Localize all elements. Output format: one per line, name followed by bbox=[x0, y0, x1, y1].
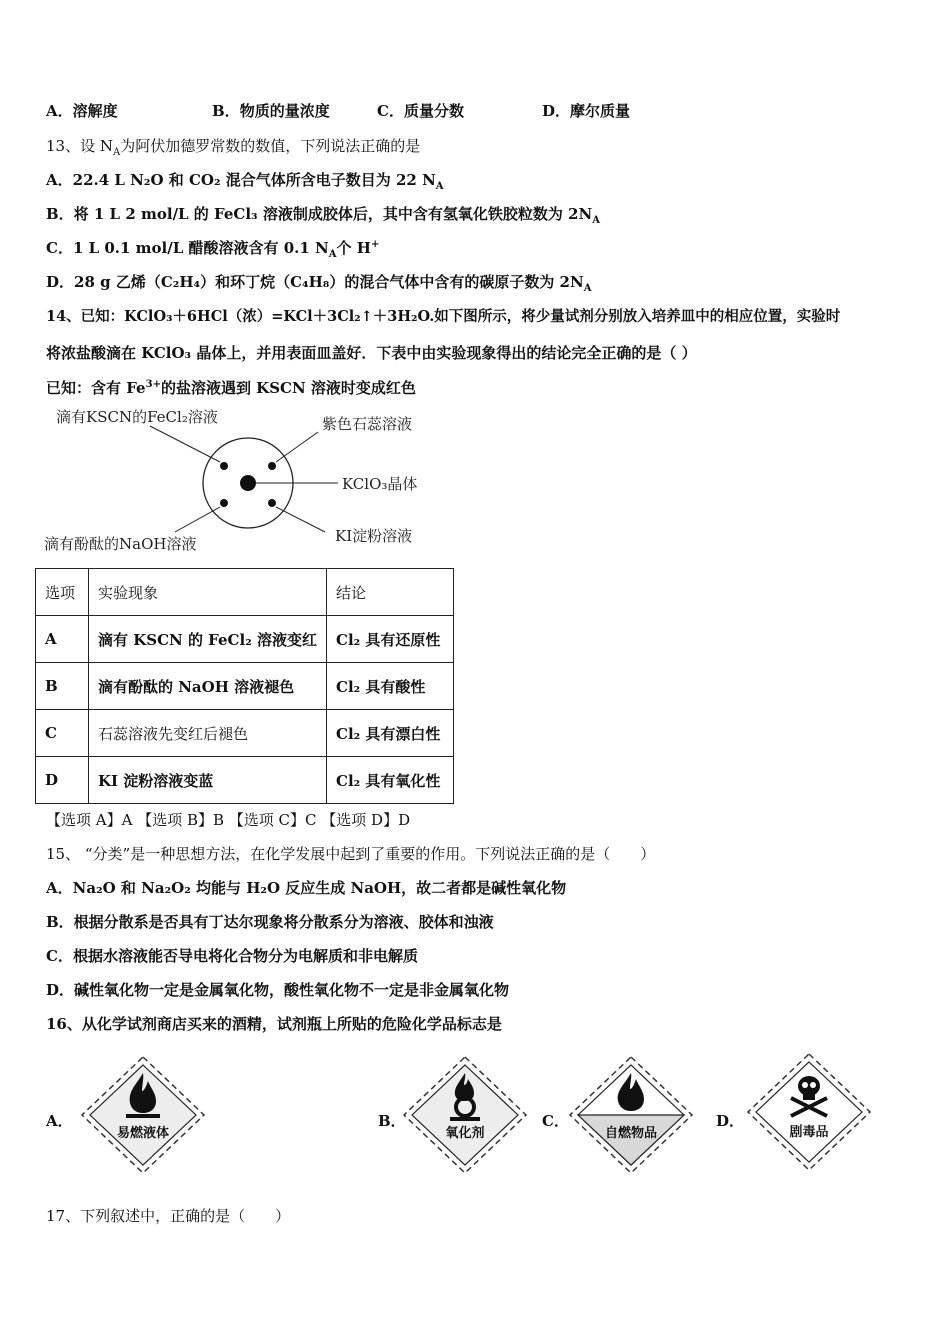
option-letter: B． bbox=[212, 102, 240, 120]
table-cell-phenomenon: 滴有酚酞的 NaOH 溶液褪色 bbox=[89, 663, 327, 710]
q13-option-d bbox=[46, 272, 591, 292]
q17-stem: 17、下列叙述中，正确的是（ ） bbox=[46, 1207, 291, 1225]
q13-a-sub: A bbox=[435, 181, 444, 192]
q13-b-sub: A bbox=[592, 215, 600, 226]
q13-c-sub: A bbox=[328, 249, 337, 260]
flammable-liquid-sign bbox=[80, 1055, 206, 1175]
table-cell-phenomenon: 滴有 KSCN 的 FeCl₂ 溶液变红 bbox=[89, 616, 327, 663]
table-header-row bbox=[36, 569, 454, 616]
q14-line2: 将浓盐酸滴在 KClO₃ 晶体上，并用表面皿盖好．下表中由实验现象得出的结论完全正确的是（ ） bbox=[46, 344, 697, 362]
q13-a-text: A．22.4 L N₂O 和 CO₂ 混合气体所含电子数目为 22 N bbox=[46, 171, 436, 189]
q13-c-sup: + bbox=[370, 239, 380, 250]
table-header-cell: 选项 bbox=[36, 569, 89, 616]
table-row bbox=[36, 757, 454, 804]
dot-top-left bbox=[220, 462, 228, 470]
label-kscn-fecl2: 滴有KSCN的FeCl₂溶液 bbox=[56, 408, 218, 426]
option-text: 质量分数 bbox=[403, 102, 464, 120]
q12-option-d bbox=[542, 101, 630, 121]
label-naoh-phenolphthalein: 滴有酚酞的NaOH溶液 bbox=[44, 535, 197, 553]
q16-option-a-letter: A． bbox=[46, 1112, 73, 1130]
dot-bottom-right bbox=[268, 499, 276, 507]
oxidizer-sign bbox=[402, 1055, 528, 1175]
q13-stem-sub: A bbox=[112, 147, 121, 158]
option-letter: A． bbox=[46, 102, 73, 120]
sign-text: 剧毒品 bbox=[789, 1125, 829, 1140]
table-cell-option: C bbox=[36, 710, 89, 757]
q16-stem: 16、从化学试剂商店买来的酒精，试剂瓶上所贴的危险化学品标志是 bbox=[46, 1015, 502, 1033]
table-row bbox=[36, 616, 454, 663]
table-cell-conclusion: Cl₂ 具有酸性 bbox=[327, 663, 454, 710]
q14-answer-options: 【选项 A】A 【选项 B】B 【选项 C】C 【选项 D】D bbox=[46, 811, 411, 829]
table-cell-option: D bbox=[36, 757, 89, 804]
table-cell-phenomenon: KI 淀粉溶液变蓝 bbox=[89, 757, 327, 804]
q14-known-pre: 已知：含有 Fe bbox=[46, 379, 146, 397]
q15-option-d: D．碱性氧化物一定是金属氧化物，酸性氧化物不一定是非金属氧化物 bbox=[46, 981, 510, 999]
q14-known-sup: 3+ bbox=[145, 379, 161, 390]
q16-option-c-letter: C． bbox=[542, 1112, 569, 1130]
q12-option-c bbox=[377, 101, 464, 121]
table-row bbox=[36, 710, 454, 757]
center-dot bbox=[240, 475, 256, 491]
q16-option-b-letter: B． bbox=[378, 1112, 406, 1130]
table-cell-option: B bbox=[36, 663, 89, 710]
q13-b-text: B．将 1 L 2 mol/L 的 FeCl₃ 溶液制成胶体后，其中含有氢氧化铁胶粒数为 2N bbox=[46, 205, 593, 223]
q13-stem bbox=[46, 136, 420, 156]
sign-text: 氧化剂 bbox=[445, 1126, 485, 1141]
q13-c-tail: 个 H bbox=[336, 239, 371, 257]
q12-options bbox=[46, 101, 746, 121]
label-litmus: 紫色石蕊溶液 bbox=[322, 415, 413, 433]
q12-option-b bbox=[212, 101, 330, 121]
q16-option-d-letter: D． bbox=[716, 1112, 745, 1130]
table-cell-conclusion: Cl₂ 具有还原性 bbox=[327, 616, 454, 663]
q13-c-text: C．1 L 0.1 mol/L 醋酸溶液含有 0.1 N bbox=[46, 239, 329, 257]
table-row bbox=[36, 663, 454, 710]
q15-option-b: B．根据分散系是否具有丁达尔现象将分散系分为溶液、胶体和浊液 bbox=[46, 913, 494, 931]
dot-top-right bbox=[268, 462, 276, 470]
table-cell-conclusion: Cl₂ 具有漂白性 bbox=[327, 710, 454, 757]
sign-text: 自燃物品 bbox=[604, 1126, 658, 1141]
q13-option-a bbox=[46, 170, 444, 190]
option-text: 溶解度 bbox=[72, 102, 118, 120]
q12-option-a bbox=[46, 101, 118, 121]
table-cell-option: A bbox=[36, 616, 89, 663]
dot-bottom-left bbox=[220, 499, 228, 507]
option-letter: D． bbox=[542, 102, 571, 120]
q15-stem: 15、 “分类”是一种思想方法，在化学发展中起到了重要的作用。下列说法正确的是（ ） bbox=[46, 845, 656, 863]
q13-stem-tail: 为阿伏加德罗常数的数值，下列说法正确的是 bbox=[120, 137, 421, 155]
label-kclo3: KClO₃晶体 bbox=[342, 475, 418, 493]
q13-d-text: D．28 g 乙烯（C₂H₄）和环丁烷（C₄H₈）的混合气体中含有的碳原子数为 2N bbox=[46, 273, 584, 291]
petri-dish-diagram bbox=[40, 402, 440, 562]
spontaneously-combustible-sign bbox=[568, 1055, 694, 1175]
sign-text: 易燃液体 bbox=[116, 1126, 170, 1141]
table-header-cell: 实验现象 bbox=[89, 569, 327, 616]
q13-option-b bbox=[46, 204, 600, 224]
option-letter: C． bbox=[377, 102, 404, 120]
toxic-sign bbox=[746, 1052, 872, 1172]
q15-option-a: A．Na₂O 和 Na₂O₂ 均能与 H₂O 反应生成 NaOH，故二者都是碱性氧化物 bbox=[46, 879, 567, 897]
q13-d-sub: A bbox=[583, 283, 592, 294]
option-text: 摩尔质量 bbox=[570, 102, 631, 120]
q13-stem-text: 13、设 N bbox=[46, 137, 113, 155]
label-ki-starch: KI淀粉溶液 bbox=[335, 527, 413, 545]
table-cell-conclusion: Cl₂ 具有氧化性 bbox=[327, 757, 454, 804]
q15-option-c: C．根据水溶液能否导电将化合物分为电解质和非电解质 bbox=[46, 947, 418, 965]
option-text: 物质的量浓度 bbox=[239, 102, 330, 120]
q13-option-c bbox=[46, 238, 379, 258]
q14-known-tail: 的盐溶液遇到 KSCN 溶液时变成红色 bbox=[160, 379, 416, 397]
table-header-cell: 结论 bbox=[327, 569, 454, 616]
table-cell-phenomenon: 石蕊溶液先变红后褪色 bbox=[89, 710, 327, 757]
experiment-table bbox=[35, 568, 454, 804]
q14-line1: 14、已知：KClO₃＋6HCl（浓）=KCl＋3Cl₂↑＋3H₂O.如下图所示，将少量试剂分别放入培养皿中的相应位置，实验时 bbox=[46, 308, 841, 325]
q14-known bbox=[46, 378, 416, 398]
